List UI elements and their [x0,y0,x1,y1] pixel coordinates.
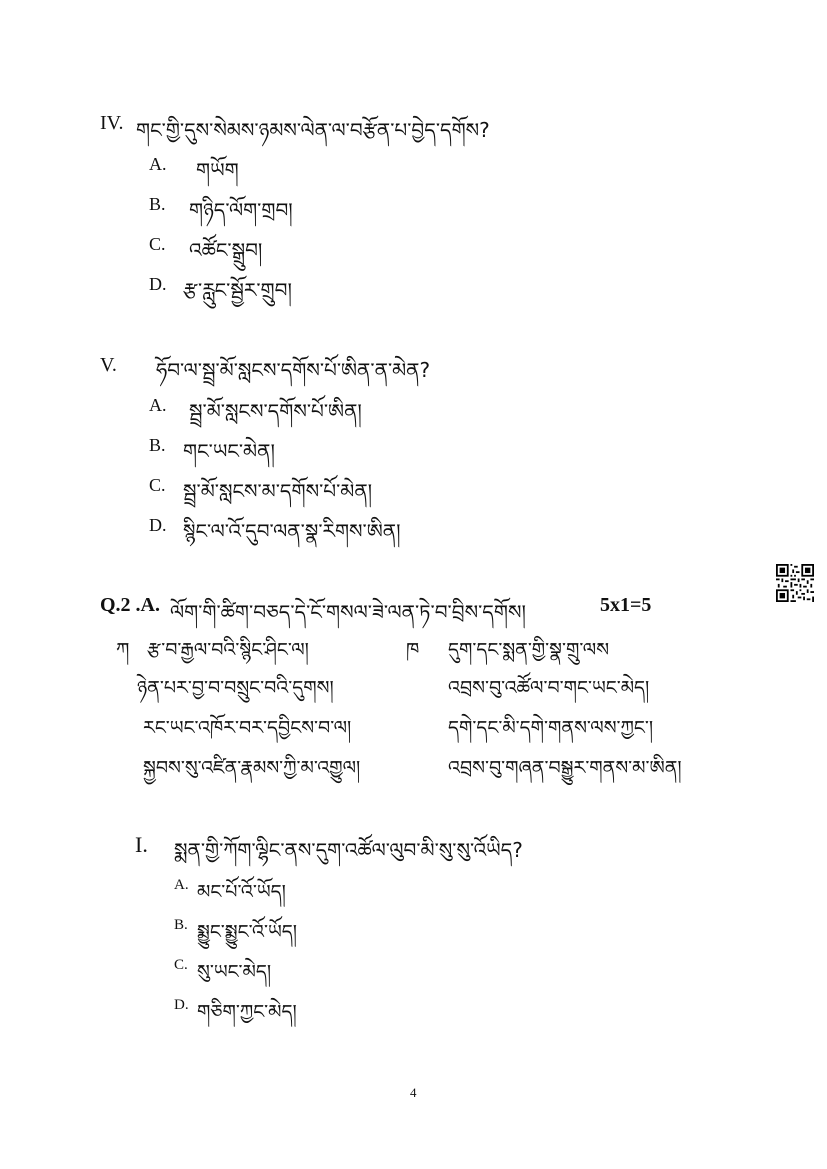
verse-line: དགེ་དང་མི་དགེ་གནས་ལས་ཀྱང་། [448,717,654,739]
option-text: མང་པོ་འོ་ཡོད། [197,881,286,903]
qr-code-icon [776,564,814,602]
option-letter: D. [149,515,167,535]
option-text: སྙིང་ལ་འོ་དུབ་ལན་སྣ་རིགས་ཨིན། [183,519,401,543]
option-text: སུ་ཡང་མེད། [197,961,272,983]
verse-line: སྐྱབས་སུ་འཛིན་རྣམས་ཀྱི་མ་འགྱུལ། [143,757,361,779]
option-letter: A. [149,395,167,415]
option-letter: C. [149,475,166,495]
column-marker: ཁ [406,639,420,661]
question-number: I. [135,832,148,857]
question-text: གང་གྱི་དུས་སེམས་ཉམས་ལེན་ལ་བརྩོན་པ་བྱེད་དགོས? [136,118,490,142]
option-letter: C. [174,957,188,973]
option-letter: C. [149,234,166,254]
option-letter: B. [149,194,166,214]
verse-line: འབྲས་བུ་གཞན་བསྒྱུར་གནས་མ་ཨིན། [448,757,682,779]
option-text: རྩ་རླུང་སྦྱོར་གྲུབ། [183,278,292,302]
option-letter: A. [174,877,189,893]
verse-line: དུག་དང་སྨན་གྱི་སྣ་གྲུ་ལས [448,639,610,661]
option-text: གཉིད་ལོག་གྲབ། [189,198,293,222]
option-letter: A. [149,154,167,174]
question-text: ཧོབ་ལ་སྦྲ་མོ་སླངས་དགོས་པོ་ཨིན་ན་མེན? [156,358,431,382]
option-text: གཡོག [196,158,239,182]
option-text: གཅིག་ཀྱང་མེད། [197,1001,297,1023]
option-letter: D. [174,997,189,1013]
option-letter: B. [149,435,166,455]
question-text: སྨན་གྱི་ཀོག་ལྷིང་ནས་དུག་འཚོལ་ལུབ་མི་སུ་སུ་འོཡིད? [174,838,523,862]
verse-line: རྩ་བ་རྒྱལ་བའི་སྙིང་ཤིང་ལ། [147,639,309,661]
option-text: འཚོང་སྒྲུབ། [189,238,263,262]
option-text: གང་ཡང་མེན། [183,439,275,463]
section-instruction: ལོག་གི་ཚིག་བཅད་དེ་ངོ་གསལ་ཟེ་ལན་ཏེ་བ་བྲིས་དགོས། [170,600,526,624]
question-number: V. [100,354,117,376]
column-marker: ཀ [116,639,130,661]
verse-line: རང་ཡང་འཁོར་བར་དབྱིངས་བ་ལ། [143,717,352,739]
option-letter: B. [174,917,188,933]
question-number: IV. [100,112,124,134]
option-text: སྨྱུང་སྨྱུང་འོ་ཡོད། [197,921,297,943]
section-label: Q.2 .A. [100,594,160,616]
option-letter: D. [149,274,167,294]
option-text: སྦྲ་མོ་སླངས་མ་དགོས་པོ་མེན། [183,479,373,503]
verse-line: འབྲས་བུ་འཚོལ་བ་གང་ཡང་མེད། [448,677,650,699]
page-number: 4 [410,1085,417,1100]
option-text: སྦྲ་མོ་སླངས་དགོས་པོ་ཨིན། [189,399,362,423]
verse-line: ཉེན་པར་བྱ་བ་བསྲུང་བའི་དུགས། [137,677,334,699]
marks-label: 5x1=5 [600,594,652,616]
